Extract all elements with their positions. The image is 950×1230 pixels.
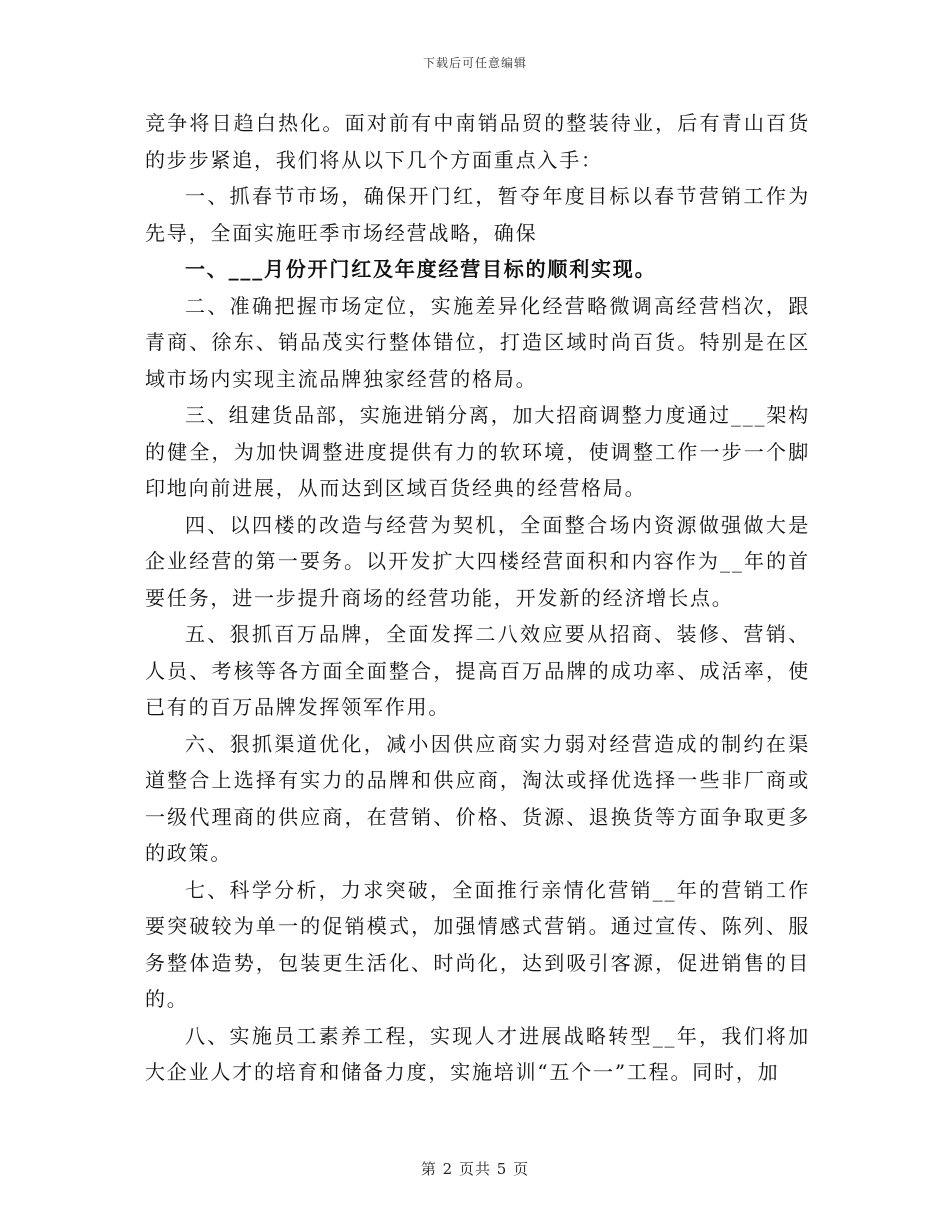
paragraph-item-5: 五、狠抓百万品牌，全面发挥二八效应要从招商、装修、营销、人员、考核等各方面全面整合，提高百万品牌的成功率、成活率，使已有的百万品牌发挥领军作用。 (145, 622, 810, 719)
paragraph-item-6: 六、狠抓渠道优化，减小因供应商实力弱对经营造成的制约在渠道整合上选择有实力的品牌和供应商，淘汰或择优选择一些非厂商或一级代理商的供应商，在营销、价格、货源、退换货等方面争取更多的政策。 (145, 731, 810, 865)
page-footer: 第 2 页共 5 页 (420, 1160, 530, 1178)
paragraph-item-7: 七、科学分析，力求突破，全面推行亲情化营销__年的营销工作要突破较为单一的促销模式，加强情感式营销。通过宣传、陈列、服务整体造势，包装更生活化、时尚化，达到吸引客源，促进销售的目的。 (145, 877, 810, 1011)
paragraph-item-2: 二、准确把握市场定位，实施差异化经营略微调高经营档次，跟青商、徐东、销品茂实行整体错位，打造区域时尚百货。特别是在区域市场内实现主流品牌独家经营的格局。 (145, 293, 810, 391)
document-body (145, 105, 810, 1091)
paragraph-item-8: 八、实施员工素养工程，实现人才进展战略转型__年，我们将加大企业人才的培育和储备力度，实施培训“五个一”工程。同时，加 (145, 1023, 810, 1084)
paragraph-item-3: 三、组建货品部，实施进销分离，加大招商调整力度通过___架构的健全，为加快调整进度提供有力的软环境，使调整工作一步一个脚印地向前进展，从而达到区域百货经典的经营格局。 (145, 403, 810, 500)
paragraph-item-1: 一、抓春节市场，确保开门红，暂夺年度目标以春节营销工作为先导，全面实施旺季市场经营战略，确保 (145, 184, 810, 245)
paragraph-item-1-heading: 一、___月份开门红及年度经营目标的顺利实现。 (185, 257, 657, 281)
page-header: 下载后可任意编辑 (422, 56, 527, 70)
paragraph-item-4: 四、以四楼的改造与经营为契机，全面整合场内资源做强做大是企业经营的第一要务。以开发扩大四楼经营面积和内容作为__年的首要任务，进一步提升商场的经营功能，开发新的经济增长点。 (145, 512, 810, 610)
paragraph-continuation: 竞争将日趋白热化。面对前有中南销品贸的整装待业，后有青山百货的步步紧追，我们将从以下几个方面重点入手： (145, 111, 810, 172)
